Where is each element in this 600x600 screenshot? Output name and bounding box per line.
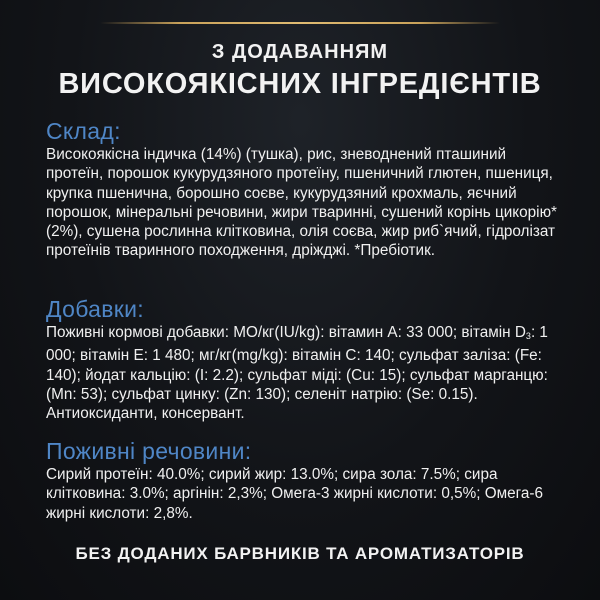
vitamin-d-subscript: 3: [525, 331, 531, 341]
page-header: [0, 40, 600, 102]
composition-section: [46, 118, 566, 261]
additives-section: [46, 296, 566, 423]
header-title: ВИСОКОЯКІСНИХ ІНГРЕДІЄНТІВ: [58, 68, 542, 100]
nutrients-heading: Поживні речовини:: [46, 438, 252, 464]
nutrients-text: Сирий протеїн: 40.0%; сирий жир: 13.0%; сира зола: 7.5%; сира клітковина: 3.0%; аргінін: 2,3%; Омега-3 жирні кислоти: 0,5%; Омега-6 жирні кислоти: 2,8%.: [46, 466, 543, 522]
composition-text: Високоякісна індичка (14%) (тушка), рис, зневоднений пташиний протеїн, порошок кукурудзяного протеїну, пшеничний глютен, пшениця, крупка пшенична, борошно соєве, кукурудзяний крохмаль, яєчний порошок, мінеральні речовини, жири тваринні, сушений корінь цикорію* (2%), сушена рослинна клітковина, олія соєва, жир риб`ячий, гідролізат протеїнів тваринного походження, дріжджі. *Пребіотик.: [46, 146, 558, 260]
additives-heading: Добавки:: [46, 296, 144, 322]
gold-divider-line: [100, 22, 500, 24]
footer-claim: БЕЗ ДОДАНИХ БАРВНИКІВ ТА АРОМАТИЗАТОРІВ: [75, 544, 525, 563]
additives-text-part2: : 1 000; вітамін Е: 1 480; мг/кг(mg/kg): вітамін С: 140; сульфат заліза: (Fe: 140); йодат кальцію: (I: 2.2); сульфат міді: (Cu: 15); сульфат марганцю: (Mn: 53); сульфат цинку: (Zn: 130); селеніт натрію: (Se: 0.15). Антиоксиданти, консервант.: [46, 324, 548, 423]
additives-text-part1: Поживні кормові добавки: МО/кг(IU/kg): вітамин А: 33 000; вітамін D: [46, 324, 526, 341]
header-subtitle: З ДОДАВАННЯМ: [211, 41, 389, 63]
nutrients-section: [46, 438, 566, 523]
additives-text: [46, 323, 566, 423]
composition-heading: Склад:: [46, 118, 121, 144]
